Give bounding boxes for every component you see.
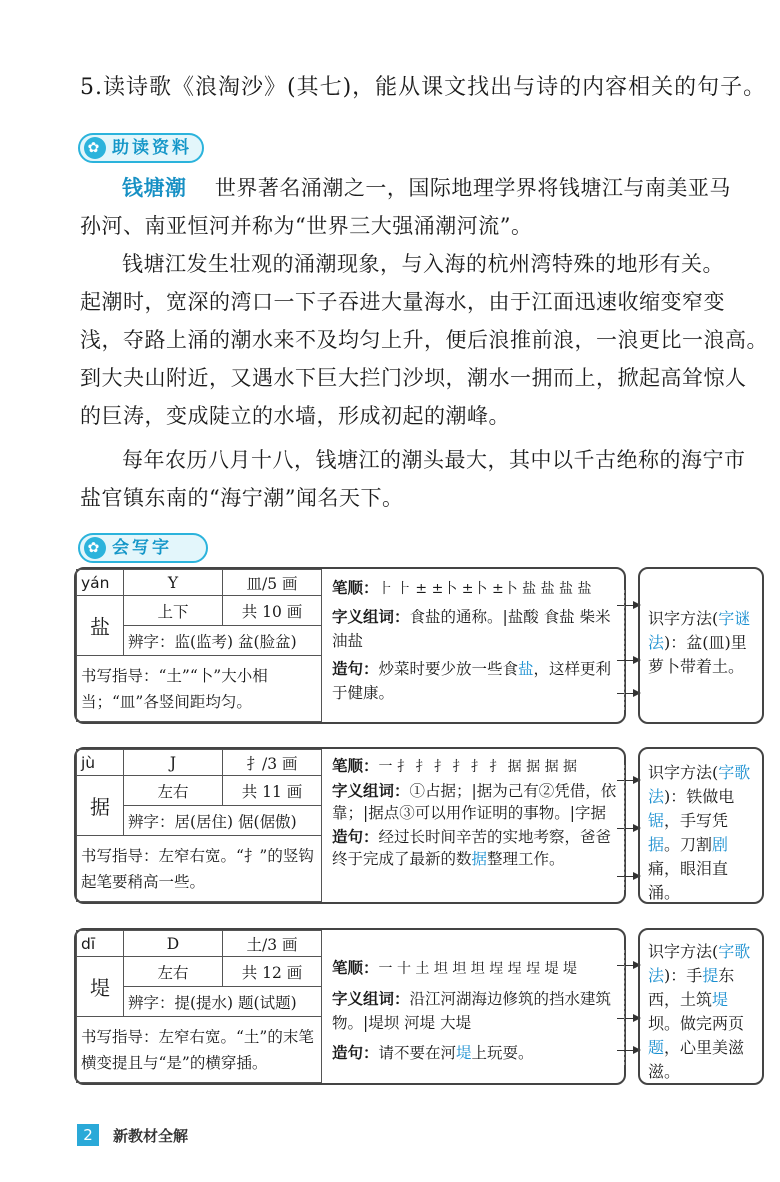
method-text: 识字方法(: [648, 763, 719, 782]
char-details: [332, 755, 617, 870]
connector-line: [624, 765, 625, 890]
highlight-char: 提: [702, 966, 719, 985]
char-info-table: [76, 749, 322, 902]
sentence: 请不要在河: [378, 1044, 457, 1062]
structure: 左右: [124, 776, 223, 806]
character: 盐: [77, 596, 124, 656]
reading-term: 钱塘潮: [122, 176, 187, 200]
highlight-char: 剧: [712, 835, 729, 854]
pinyin-letter: Y: [124, 570, 223, 596]
method-text: )：盆(皿)里萝卜带着土。: [648, 633, 747, 676]
arrow-icon: [617, 1050, 639, 1051]
character: 据: [77, 776, 124, 836]
stroke-order-label: 笔顺：: [332, 579, 379, 597]
distinguish: 辨字：监(监考) 盆(脸盆): [124, 626, 322, 656]
radical: 扌/3 画: [223, 750, 322, 776]
pinyin-letter: D: [124, 931, 223, 957]
stroke-count: 共 10 画: [223, 596, 322, 626]
distinguish: 辨字：居(居住) 倨(倨傲): [124, 806, 322, 836]
method-text: 识字方法(: [648, 609, 719, 628]
sentence: ，这样更利于健康。: [332, 660, 612, 702]
method-text: 东西，土筑: [648, 966, 735, 1009]
writing-guide: 书写指导：左窄右宽。“土”的末笔横变提且与“是”的横穿插。: [77, 1017, 322, 1083]
highlight-char: 盐: [518, 660, 534, 678]
reading-line: 钱塘江发生壮观的涌潮现象，与入海的杭州湾特殊的地形有关。: [122, 252, 724, 276]
method-name: 字谜法: [648, 609, 751, 652]
char-info-table: [76, 569, 322, 722]
meaning-label: 字义组词：: [332, 782, 410, 800]
stroke-count: 共 12 画: [223, 957, 322, 987]
method-text: )：铁做电: [664, 787, 735, 806]
writing-guide: 书写指导：“土”“卜”大小相当；“皿”各竖间距均匀。: [77, 656, 322, 722]
arrow-icon: [617, 780, 639, 781]
sentence-label: 造句：: [332, 828, 379, 846]
reading-line: 浅，夺路上涌的潮水来不及均匀上升，便后浪推前浪，一浪更比一浪高。: [80, 328, 768, 352]
sentence: 上玩耍。: [471, 1044, 534, 1062]
method-text: 痛，眼泪直涌。: [648, 859, 729, 902]
method-name: 字歌法: [648, 942, 751, 985]
char-details: [332, 576, 617, 705]
highlight-char: 堤: [712, 990, 729, 1009]
meaning: 食盐的通称。|盐酸 食盐 柴米油盐: [332, 608, 611, 650]
writing-guide: 书写指导：左窄右宽。“扌”的竖钩起笔要稍高一些。: [77, 836, 322, 902]
pinyin: jù: [77, 750, 124, 776]
stroke-order: 一 十 土 坦 坦 坦 埕 埕 埕 堤 堤: [378, 961, 578, 977]
arrow-icon: [617, 965, 639, 966]
highlight-char: 题: [648, 1038, 665, 1057]
meaning-label: 字义组词：: [332, 608, 410, 626]
reading-text: 世界著名涌潮之一，国际地理学界将钱塘江与南美亚马: [214, 176, 731, 200]
sentence-label: 造句：: [332, 660, 379, 678]
arrow-icon: [617, 876, 639, 877]
connector-line: [624, 590, 625, 710]
reading-line: 每年农历八月十八，钱塘江的潮头最大，其中以千古绝称的海宁市: [122, 448, 746, 472]
stroke-count: 共 11 画: [223, 776, 322, 806]
reading-line: 的巨涛，变成陡立的水墙，形成初起的潮峰。: [80, 404, 510, 428]
reading-line: 到大夬山附近，又遇水下巨大拦门沙坝，潮水一拥而上，掀起高耸惊人: [80, 366, 747, 390]
method-text: 。刀割: [664, 835, 713, 854]
pinyin: dī: [77, 931, 124, 957]
stroke-order: ⺊ ⺊ ± ±卜 ±卜 ±卜 盐 盐 盐 盐: [378, 581, 592, 597]
char-details: [332, 956, 617, 1065]
flower-icon: ✿: [84, 537, 106, 559]
method-text: 识字方法(: [648, 942, 719, 961]
method-text: )：手: [664, 966, 703, 985]
highlight-char: 据: [471, 850, 488, 868]
memory-method: [638, 747, 764, 904]
sentence: 整理工作。: [487, 850, 565, 868]
pinyin: yán: [77, 570, 124, 596]
page-number: 2: [77, 1124, 99, 1146]
radical: 土/3 画: [223, 931, 322, 957]
section-title: 会写字: [112, 538, 172, 558]
highlight-char: 锯: [648, 811, 665, 830]
section-tag-reading: [78, 133, 204, 163]
char-info-table: [76, 930, 322, 1083]
method-text: ，手写凭: [664, 811, 729, 830]
sentence: 炒菜时要少放一些食: [378, 660, 519, 678]
pinyin-letter: J: [124, 750, 223, 776]
connector-line: [624, 950, 625, 1065]
arrow-icon: [617, 660, 639, 661]
stroke-order: 一 扌 扌 扌 扌 扌 扌 据 据 据 据: [378, 759, 578, 775]
arrow-icon: [617, 828, 639, 829]
method-text: ，心里美滋滋。: [648, 1038, 745, 1081]
flower-icon: ✿: [84, 137, 106, 159]
sentence: 经过长时间辛苦的实地考察，爸爸终于完成了最新的数: [332, 828, 612, 868]
meaning: 沿江河湖海边修筑的挡水建筑物。|堤坝 河堤 大堤: [332, 990, 612, 1032]
book-title: 新教材全解: [113, 1127, 189, 1145]
section-title: 助读资料: [112, 138, 192, 158]
meaning-label: 字义组词：: [332, 990, 410, 1008]
question-5: 5.读诗歌《浪淘沙》(其七)，能从课文找出与诗的内容相关的句子。: [80, 75, 767, 100]
reading-line: 孙河、南亚恒河并称为“世界三大强涌潮河流”。: [80, 214, 533, 238]
stroke-order-label: 笔顺：: [332, 757, 379, 775]
reading-line: 起潮时，宽深的湾口一下子吞进大量海水，由于江面迅速收缩变窄变: [80, 290, 725, 314]
structure: 上下: [124, 596, 223, 626]
structure: 左右: [124, 957, 223, 987]
reading-line: [122, 169, 731, 207]
reading-line: 盐官镇东南的“海宁潮”闻名天下。: [80, 486, 404, 510]
character: 堤: [77, 957, 124, 1017]
method-text: 坝。做完两页: [648, 1014, 745, 1033]
meaning: ①占据；|据为己有②凭借，依靠；|据点③可以用作证明的事物。|字据: [332, 782, 617, 822]
highlight-char: 堤: [456, 1044, 472, 1062]
highlight-char: 据: [648, 835, 665, 854]
section-tag-write: [78, 533, 208, 563]
arrow-icon: [617, 693, 639, 694]
memory-method: [638, 567, 764, 724]
radical: 皿/5 画: [223, 570, 322, 596]
arrow-icon: [617, 605, 639, 606]
method-name: 字歌法: [648, 763, 751, 806]
memory-method: [638, 928, 764, 1085]
arrow-icon: [617, 1018, 639, 1019]
stroke-order-label: 笔顺：: [332, 959, 379, 977]
sentence-label: 造句：: [332, 1044, 379, 1062]
distinguish: 辨字：提(提水) 题(试题): [124, 987, 322, 1017]
